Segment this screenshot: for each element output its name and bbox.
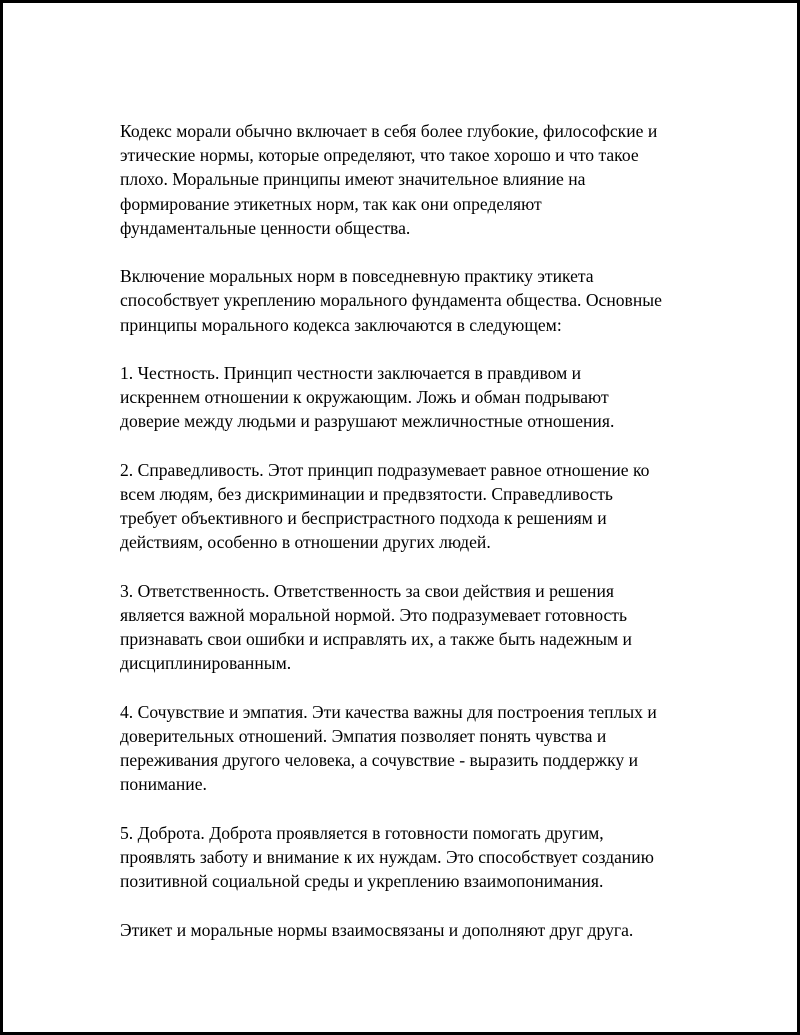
list-item-justice	[120, 458, 700, 555]
list-item-empathy	[120, 700, 700, 797]
text-line: принципы морального кодекса заключаются в следующем:	[120, 314, 562, 335]
document-body	[120, 119, 700, 942]
text-line: фундаментальные ценности общества.	[120, 217, 411, 238]
text-line: 2. Справедливость. Этот принцип подразумевает равное отношение ко	[120, 459, 650, 480]
text-line: Включение моральных норм в повседневную практику этикета	[120, 266, 594, 287]
text-line: всем людям, без дискриминации и предвзятости. Справедливость	[120, 484, 613, 504]
text-line: понимание.	[120, 774, 207, 795]
text-line: плохо. Моральные принципы имеют значительное влияние на	[120, 169, 586, 190]
text-line: является важной моральной нормой. Это подразумевает готовность	[120, 605, 627, 625]
text-line: проявлять заботу и внимание к их нуждам. Это способствует созданию	[120, 847, 654, 867]
text-line: позитивной социальной среды и укреплению взаимопонимания.	[120, 871, 604, 892]
text-line: формирование этикетных норм, так как они определяют	[120, 193, 542, 214]
text-line: 5. Доброта. Доброта проявляется в готовности помогать другим,	[120, 822, 604, 843]
text-line: 4. Сочувствие и эмпатия. Эти качества важны для построения теплых и	[120, 701, 657, 722]
text-line: дисциплинированным.	[120, 653, 292, 674]
text-line: этические нормы, которые определяют, что такое хорошо и что такое	[120, 145, 639, 166]
text-line: Кодекс морали обычно включает в себя более глубокие, философские и	[120, 121, 658, 141]
text-line: признавать свои ошибки и исправлять их, а также быть надежным и	[120, 629, 632, 650]
paragraph-moral-code	[120, 119, 700, 240]
text-line: доверие между людьми и разрушают межличностные отношения.	[120, 411, 615, 432]
text-line: способствует укреплению морального фундамента общества. Основные	[120, 290, 662, 311]
text-line: доверительных отношений. Эмпатия позволяет понять чувства и	[120, 726, 607, 746]
text-line: переживания другого человека, а сочувствие - выразить поддержку и	[120, 750, 638, 771]
paragraph-introduction	[120, 264, 700, 337]
text-line: Этикет и моральные нормы взаимосвязаны и дополняют друг друга.	[120, 919, 634, 940]
text-line: 1. Честность. Принцип честности заключается в правдивом и	[120, 363, 582, 383]
text-line: действиям, особенно в отношении других людей.	[120, 532, 491, 553]
text-line: 3. Ответственность. Ответственность за свои действия и решения	[120, 580, 614, 601]
text-line: требует объективного и беспристрастного подхода к решениям и	[120, 508, 607, 529]
list-item-honesty	[120, 361, 700, 434]
list-item-kindness	[120, 821, 700, 894]
paragraph-conclusion	[120, 918, 700, 942]
text-line: искреннем отношении к окружающим. Ложь и обман подрывают	[120, 387, 609, 408]
list-item-responsibility	[120, 579, 700, 676]
